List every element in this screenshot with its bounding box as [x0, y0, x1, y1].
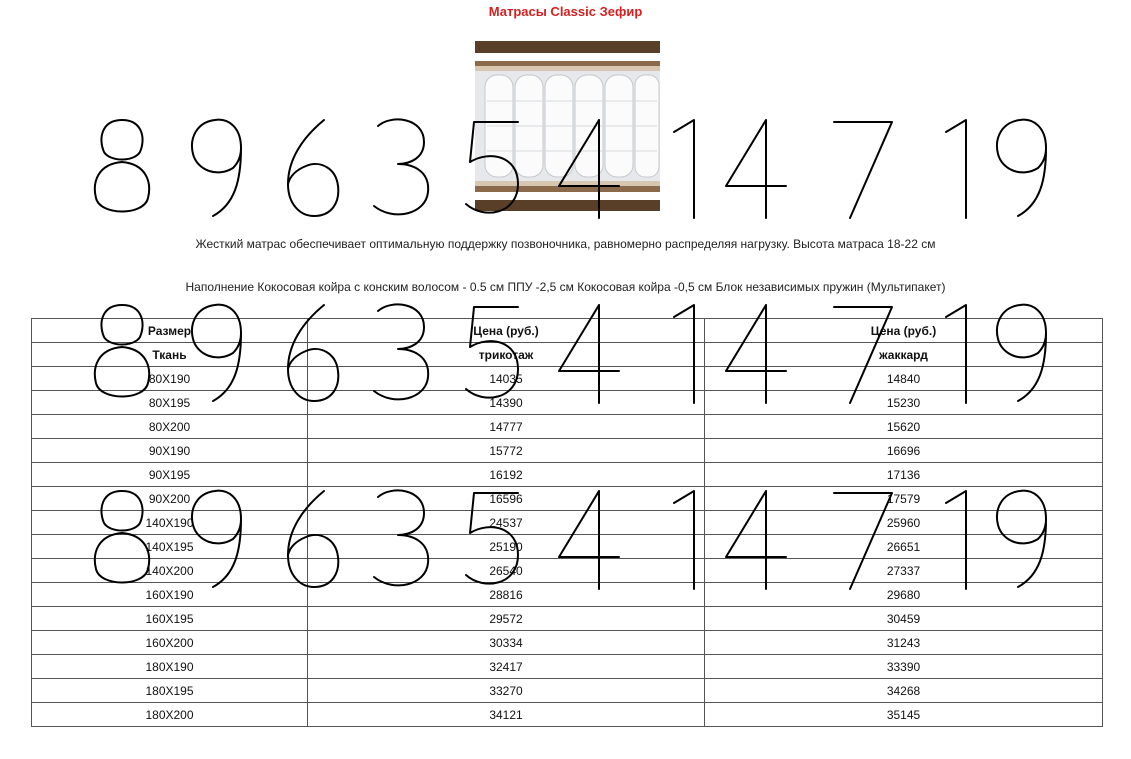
- watermark-digit: [946, 120, 966, 218]
- price-jacquard-cell: 17136: [705, 463, 1103, 487]
- price-jacquard-cell: 14840: [705, 367, 1103, 391]
- size-cell: 80X195: [32, 391, 308, 415]
- table-row: [32, 679, 1103, 703]
- price-jacquard-cell: 30459: [705, 607, 1103, 631]
- size-cell: 160X195: [32, 607, 308, 631]
- price-knit-cell: 24537: [308, 511, 705, 535]
- price-knit-cell: 34121: [308, 703, 705, 727]
- price-jacquard-cell: 16696: [705, 439, 1103, 463]
- table-row: [32, 583, 1103, 607]
- table-row: [32, 535, 1103, 559]
- header-size: Размер: [32, 319, 308, 343]
- price-knit-cell: 14390: [308, 391, 705, 415]
- table-row: [32, 415, 1103, 439]
- price-jacquard-cell: 25960: [705, 511, 1103, 535]
- price-jacquard-cell: 15230: [705, 391, 1103, 415]
- price-knit-cell: 14777: [308, 415, 705, 439]
- size-cell: 90X200: [32, 487, 308, 511]
- size-cell: 90X190: [32, 439, 308, 463]
- table-row: [32, 511, 1103, 535]
- mattress-description: Жесткий матрас обеспечивает оптимальную поддержку позвоночника, равномерно распределяя нагрузку. Высота матраса 18-22 см: [195, 237, 936, 251]
- table-row: [32, 631, 1103, 655]
- size-cell: 180X200: [32, 703, 308, 727]
- size-cell: 180X195: [32, 679, 308, 703]
- price-table: [31, 318, 1103, 727]
- price-knit-cell: 28816: [308, 583, 705, 607]
- price-knit-cell: 26540: [308, 559, 705, 583]
- size-cell: 140X200: [32, 559, 308, 583]
- table-header-row: [32, 319, 1103, 343]
- size-cell: 140X190: [32, 511, 308, 535]
- header-fabric: Ткань: [32, 343, 308, 367]
- price-knit-cell: 14035: [308, 367, 705, 391]
- table-row: [32, 391, 1103, 415]
- price-jacquard-cell: 27337: [705, 559, 1103, 583]
- watermark-digit: [288, 120, 338, 216]
- table-row: [32, 439, 1103, 463]
- watermark-digit: [834, 122, 892, 218]
- price-knit-cell: 16596: [308, 487, 705, 511]
- header-knit: трикотаж: [308, 343, 705, 367]
- header-price-jacquard: Цена (руб.): [705, 319, 1103, 343]
- price-knit-cell: 29572: [308, 607, 705, 631]
- table-row: [32, 559, 1103, 583]
- price-knit-cell: 32417: [308, 655, 705, 679]
- table-row: [32, 655, 1103, 679]
- watermark-digit: [726, 120, 786, 218]
- size-cell: 80X190: [32, 367, 308, 391]
- price-jacquard-cell: 29680: [705, 583, 1103, 607]
- size-cell: 160X200: [32, 631, 308, 655]
- watermark-digit: [374, 119, 428, 214]
- mattress-filling: Наполнение Кокосовая койра с конским волосом - 0.5 см ППУ -2,5 см Кокосовая койра -0,5 см Блок независимых пружин (Мультипакет): [185, 280, 946, 294]
- mattress-image: [475, 41, 660, 211]
- size-cell: 160X190: [32, 583, 308, 607]
- price-knit-cell: 15772: [308, 439, 705, 463]
- price-knit-cell: 33270: [308, 679, 705, 703]
- size-cell: 90X195: [32, 463, 308, 487]
- watermark-digit: [997, 120, 1046, 216]
- size-cell: 80X200: [32, 415, 308, 439]
- price-jacquard-cell: 33390: [705, 655, 1103, 679]
- table-row: [32, 703, 1103, 727]
- watermark-digit: [95, 120, 149, 212]
- size-cell: 180X190: [32, 655, 308, 679]
- price-knit-cell: 25190: [308, 535, 705, 559]
- price-knit-cell: 30334: [308, 631, 705, 655]
- watermark-digit: [674, 120, 694, 218]
- price-jacquard-cell: 17579: [705, 487, 1103, 511]
- header-price-knit: Цена (руб.): [308, 319, 705, 343]
- table-row: [32, 487, 1103, 511]
- table-row: [32, 367, 1103, 391]
- price-jacquard-cell: 35145: [705, 703, 1103, 727]
- price-jacquard-cell: 26651: [705, 535, 1103, 559]
- page-title: Матрасы Classic Зефир: [488, 4, 643, 19]
- price-jacquard-cell: 34268: [705, 679, 1103, 703]
- table-row: [32, 607, 1103, 631]
- table-header-row: [32, 343, 1103, 367]
- price-jacquard-cell: 31243: [705, 631, 1103, 655]
- table-row: [32, 463, 1103, 487]
- size-cell: 140X195: [32, 535, 308, 559]
- price-jacquard-cell: 15620: [705, 415, 1103, 439]
- header-jacquard: жаккард: [705, 343, 1103, 367]
- price-knit-cell: 16192: [308, 463, 705, 487]
- watermark-digit: [192, 120, 241, 216]
